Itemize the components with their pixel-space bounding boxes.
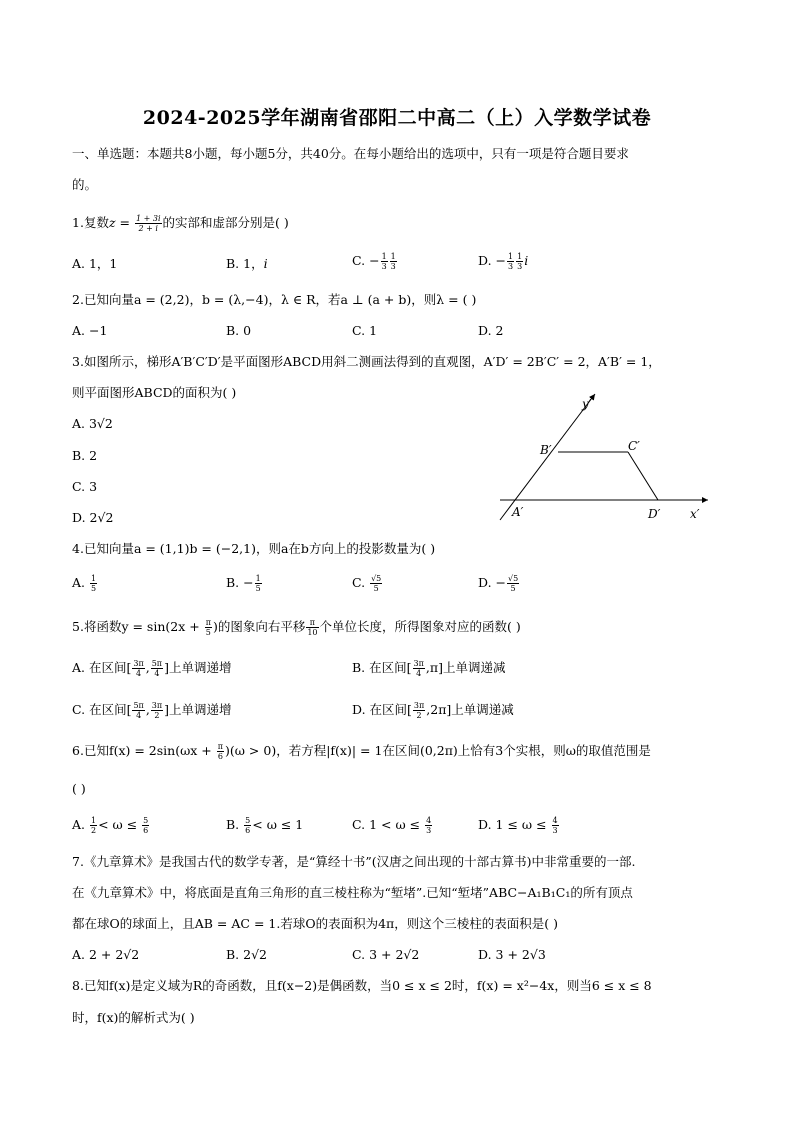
trapezoid-figure <box>490 388 720 528</box>
q4-option-d[interactable]: D. − $\frac{√5}{5}$ <box>478 574 519 593</box>
question-8-cont: 时，f(x)的解析式为( ) <box>72 1010 195 1025</box>
q5-option-c[interactable]: C. 在区间[ $\frac{5\pi}{4}$ , $\frac{3\pi}{2}$ ]上单调递增 <box>72 701 232 720</box>
question-5: 5.将函数y = sin(2x + $\frac{\pi}{5}$ )的图象向右平移 $\frac{\pi}{10}$ 个单位长度，所得图象对应的函数( ) <box>72 618 521 637</box>
q7-option-d[interactable]: D. 3 + 2√3 <box>478 947 546 962</box>
question-4: 4.已知向量a = (1,1)b = (−2,1)，则a在b方向上的投影数量为( ) <box>72 541 436 556</box>
question-7-cont1: 在《九章算术》中，将底面是直角三角形的直三棱柱称为“堑堵”.已知“堑堵”ABC−A₁B₁C₁的所有顶点 <box>72 885 633 900</box>
q3-option-a[interactable]: A. 3√2 <box>72 416 113 431</box>
q5-option-a[interactable]: A. 在区间[ $\frac{3\pi}{4}$ , $\frac{5\pi}{4}$ ]上单调递增 <box>72 659 232 678</box>
q3-option-c[interactable]: C. 3 <box>72 479 98 494</box>
question-7: 7.《九章算术》是我国古代的数学专著，是“算经十书”(汉唐之间出现的十部古算书)中非常重要的一部. <box>72 854 636 869</box>
section-header: 一、单选题：本题共8小题，每小题5分，共40分。在每小题给出的选项中，只有一项是符合题目要求 <box>72 146 629 161</box>
question-3: 3.如图所示，梯形A′B′C′D′是平面图形ABCD用斜二测画法得到的直观图，A′D′ = 2B′C′ = 2，A′B′ = 1， <box>72 354 661 369</box>
q2-option-d[interactable]: D. 2 <box>478 323 504 338</box>
q2-option-b[interactable]: B. 0 <box>226 323 252 338</box>
q6-option-a[interactable]: A. $\frac{1}{2}$ < ω ≤ $\frac{5}{6}$ <box>72 816 149 835</box>
trapezoid-right <box>628 452 658 500</box>
question-1: 1.复数z = $\frac{1 + 3i}{2 + i}$ 的实部和虚部分别是( ) <box>72 214 289 233</box>
label-d: D′ <box>648 507 661 521</box>
q4-option-c[interactable]: C. $\frac{√5}{5}$ <box>352 574 382 593</box>
q3-option-d[interactable]: D. 2√2 <box>72 510 114 525</box>
label-a: A′ <box>512 505 524 519</box>
label-y: y′ <box>582 397 592 411</box>
q1-option-d[interactable]: D. − $\frac{1}{3}$ $\frac{1}{3}$ i <box>478 252 529 271</box>
q1-option-c[interactable]: C. − $\frac{1}{3}$ $\frac{1}{3}$ <box>352 252 396 271</box>
question-6-cont: ( ) <box>72 781 86 796</box>
q5-option-d[interactable]: D. 在区间[ $\frac{3\pi}{2}$ ,2π]上单调递减 <box>352 701 514 720</box>
q7-option-b[interactable]: B. 2√2 <box>226 947 268 962</box>
label-x: x′ <box>690 507 700 521</box>
question-8: 8.已知f(x)是定义域为R的奇函数，且f(x−2)是偶函数，当0 ≤ x ≤ 2时，f(x) = x²−4x，则当6 ≤ x ≤ 8 <box>72 978 652 993</box>
label-c: C′ <box>628 439 640 453</box>
fraction: $\frac{1 + 3i}{2 + i}$ <box>135 214 161 233</box>
section-header-cont: 的。 <box>72 177 98 192</box>
question-6: 6.已知f(x) = 2sin(ωx + $\frac{\pi}{6}$ )(ω > 0)，若方程|f(x)| = 1在区间(0,2π)上恰有3个实根，则ω的取值范围是 <box>72 742 651 761</box>
q6-option-b[interactable]: B. $\frac{5}{6}$ < ω ≤ 1 <box>226 816 304 835</box>
q6-option-d[interactable]: D. 1 ≤ ω ≤ $\frac{4}{3}$ <box>478 816 558 835</box>
q7-option-a[interactable]: A. 2 + 2√2 <box>72 947 140 962</box>
q5-option-b[interactable]: B. 在区间[ $\frac{3\pi}{4}$ ,π]上单调递减 <box>352 659 506 678</box>
q6-option-c[interactable]: C. 1 < ω ≤ $\frac{4}{3}$ <box>352 816 432 835</box>
q1-option-b[interactable]: B. 1，i <box>226 256 268 271</box>
question-2: 2.已知向量a = (2,2)，b = (λ,−4)，λ ∈ R，若a ⊥ (a + b)，则λ = ( ) <box>72 292 477 307</box>
q2-option-a[interactable]: A. −1 <box>72 323 108 338</box>
page-title: 2024-2025学年湖南省邵阳二中高二（上）入学数学试卷 <box>142 107 652 129</box>
q4-option-a[interactable]: A. $\frac{1}{5}$ <box>72 574 97 593</box>
q4-option-b[interactable]: B. − $\frac{1}{5}$ <box>226 574 261 593</box>
question-3-cont: 则平面图形ABCD的面积为( ) <box>72 385 237 400</box>
q1-option-a[interactable]: A. 1，1 <box>72 256 118 271</box>
q7-option-c[interactable]: C. 3 + 2√2 <box>352 947 420 962</box>
question-7-cont2: 都在球O的球面上，且AB = AC = 1.若球O的表面积为4π，则这个三棱柱的表面积是( ) <box>72 916 558 931</box>
y-axis <box>500 394 595 520</box>
q2-option-c[interactable]: C. 1 <box>352 323 378 338</box>
q3-option-b[interactable]: B. 2 <box>72 448 98 463</box>
label-b: B′ <box>540 443 552 457</box>
